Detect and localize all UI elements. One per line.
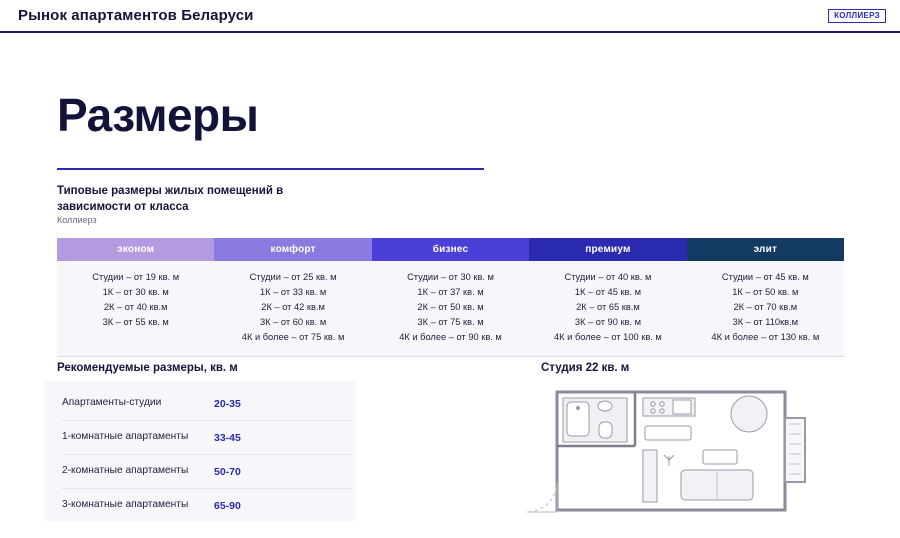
class-size-table	[57, 238, 844, 357]
recommended-value: 20-35	[214, 397, 241, 410]
class-cell: 4К и более – от 100 кв. м	[554, 332, 662, 343]
colliers-logo: КОЛЛИЕРЗ	[828, 9, 886, 23]
recommended-label: 1-комнатные апартаменты	[62, 431, 189, 443]
recommended-value: 65-90	[214, 499, 241, 512]
class-cell	[57, 330, 214, 345]
class-cell: 1К – от 37 кв. м	[417, 287, 484, 298]
title-divider	[57, 168, 484, 170]
class-cell: 4К и более – от 90 кв. м	[399, 332, 502, 343]
class-header-business: бизнес	[372, 238, 529, 261]
class-cell: 1К – от 50 кв. м	[732, 287, 799, 298]
class-table-header	[57, 238, 844, 261]
page-title: Размеры	[57, 89, 259, 141]
floor-plan-svg	[505, 384, 835, 524]
class-column-elite	[687, 270, 844, 345]
plan-heading: Студия 22 кв. м	[541, 362, 630, 374]
class-cell: Студии – от 25 кв. м	[249, 272, 337, 282]
class-header-comfort: комфорт	[214, 238, 371, 261]
recommended-value: 50-70	[214, 465, 241, 478]
header-title: Рынок апартаментов Беларуси	[18, 7, 254, 24]
class-cell: 2К – от 42 кв.м	[261, 302, 325, 313]
section-heading: Типовые размеры жилых помещений в зависимости от класса	[57, 185, 284, 213]
class-cell: 1К – от 33 кв. м	[260, 287, 327, 298]
class-cell: 3К – от 75 кв. м	[417, 317, 484, 328]
class-cell: 3К – от 110кв.м	[732, 317, 799, 328]
recommended-list	[62, 387, 352, 522]
class-cell: Студии – от 19 кв. м	[92, 272, 180, 282]
class-column-econom	[57, 270, 214, 345]
list-item	[62, 387, 352, 421]
class-cell: 2К – от 65 кв.м	[576, 302, 640, 313]
floor-plan-image	[505, 384, 835, 524]
page-header	[0, 0, 900, 33]
recommended-label: 3-комнатные апартаменты	[62, 499, 189, 511]
class-cell: Студии – от 45 кв. м	[721, 272, 809, 282]
recommended-label: 2-комнатные апартаменты	[62, 465, 189, 477]
class-header-premium: премиум	[529, 238, 686, 261]
class-cell: 1К – от 45 кв. м	[574, 287, 642, 298]
class-header-elite: элит	[687, 238, 844, 261]
class-cell: 4К и более – от 130 кв. м	[711, 332, 820, 343]
recommended-value: 33-45	[214, 431, 241, 444]
class-cell: Студии – от 30 кв. м	[407, 272, 494, 282]
class-column-business	[372, 270, 529, 345]
recommended-heading: Рекомендуемые размеры, кв. м	[57, 362, 238, 374]
class-cell: Студии – от 40 кв. м	[564, 272, 652, 282]
class-cell: 2К – от 70 кв.м	[733, 302, 798, 313]
class-cell: 4К и более – от 75 кв. м	[241, 332, 345, 343]
recommended-label: Апартаменты-студии	[62, 397, 162, 409]
class-cell: 1К – от 30 кв. м	[102, 287, 169, 298]
list-item	[62, 421, 352, 455]
class-cell: 3К – от 90 кв. м	[574, 317, 642, 328]
list-item	[62, 489, 352, 522]
class-cell: 3К – от 55 кв. м	[102, 317, 169, 328]
section-source: Коллиерз	[57, 215, 97, 225]
class-cell: 2К – от 40 кв.м	[103, 302, 168, 313]
class-column-premium	[529, 270, 686, 345]
class-table-body	[57, 261, 844, 357]
list-item	[62, 455, 352, 489]
class-cell: 3К – от 60 кв. м	[260, 317, 327, 328]
class-cell: 2К – от 50 кв. м	[417, 302, 484, 313]
class-header-econom: эконом	[57, 238, 214, 261]
class-column-comfort	[214, 270, 371, 345]
